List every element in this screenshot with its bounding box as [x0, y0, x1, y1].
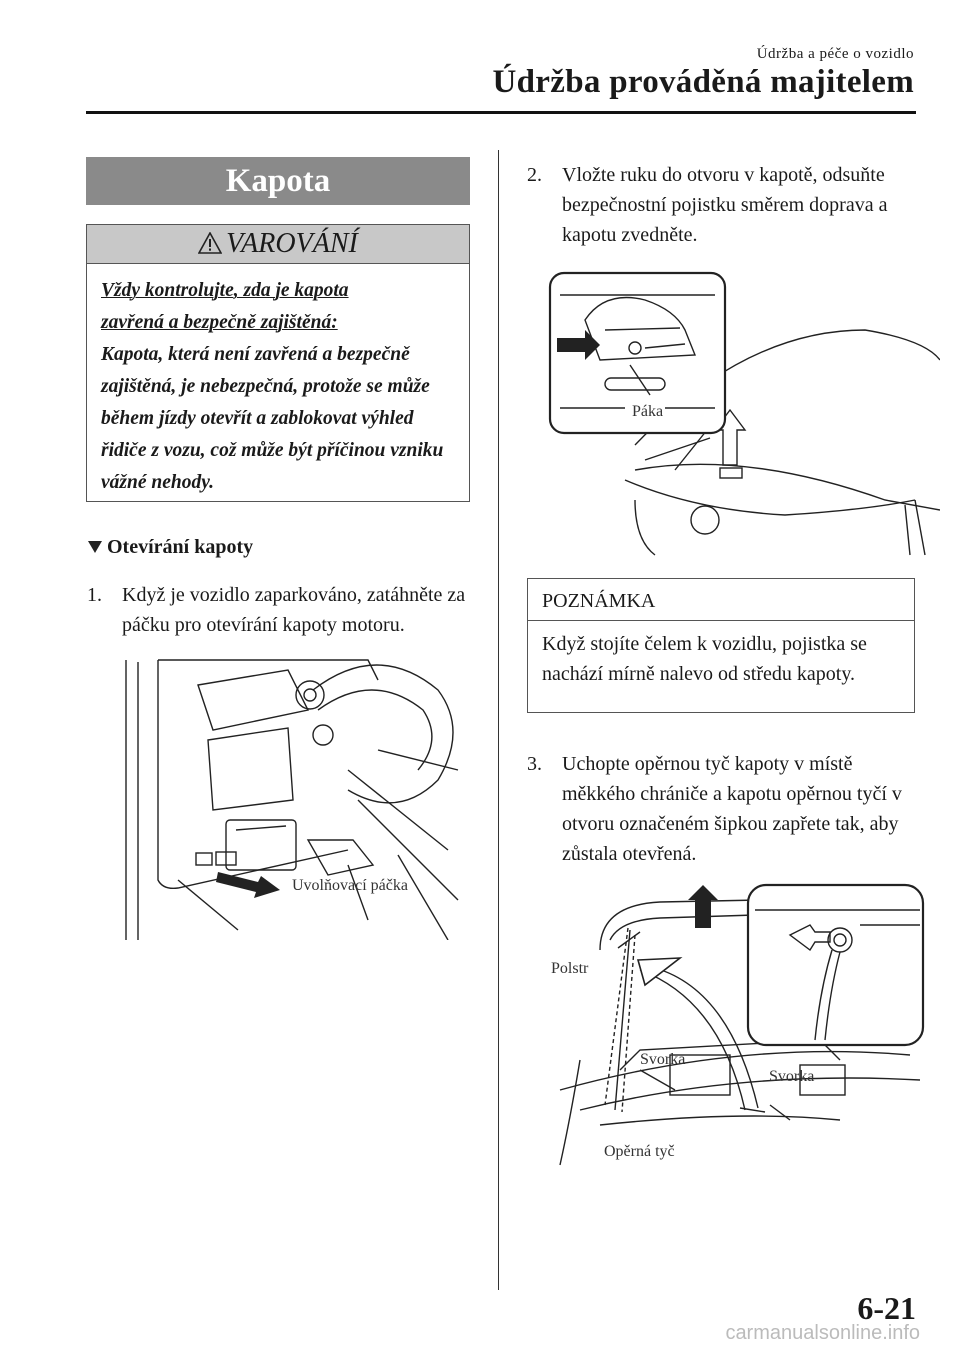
label-clip-2: Svorka — [769, 1068, 815, 1085]
warning-triangle-icon — [198, 232, 222, 254]
running-header-small: Údržba a péče o vozidlo — [756, 46, 914, 62]
step-text: Uchopte opěrnou tyč kapoty v místě měkkého chrániče a kapotu opěrnou tyčí v otvoru označeném šipkou zapřete tak, aby zůstala otevřená. — [562, 753, 902, 865]
warning-body: Kapota, která není zavřená a bezpečně zajištěná, je nebezpečná, protože se může během jízdy otevřít a zablokovat výhled řidiče z vozu, což může být příčinou vzniku vážné nehody. — [101, 344, 444, 493]
note-box — [527, 578, 915, 713]
warning-line2: zavřená a bezpečně zajištěná: — [101, 312, 338, 333]
note-text: Když stojíte čelem k vozidlu, pojistka se nachází mírně nalevo od středu kapoty. — [542, 633, 867, 685]
label-clip-1: Svorka — [640, 1051, 686, 1068]
label-lever: Páka — [632, 403, 664, 420]
step-number: 2. — [527, 164, 542, 186]
hood-release-illustration — [118, 650, 468, 940]
running-header-title: Údržba prováděná majitelem — [492, 64, 914, 100]
hood-latch-illustration — [545, 270, 940, 560]
header-rule — [86, 111, 916, 114]
warning-heading-text: VAROVÁNÍ — [226, 228, 358, 259]
column-divider — [498, 150, 499, 1290]
step-number: 1. — [87, 584, 102, 606]
warning-box — [86, 224, 470, 502]
step-text: Vložte ruku do otvoru v kapotě, odsuňte bezpečnostní pojistku směrem doprava a kapotu zvedněte. — [562, 164, 888, 246]
page-number: 6-21 — [857, 1290, 916, 1326]
step-3 — [527, 749, 917, 869]
warning-line1: Vždy kontrolujte, zda je kapota — [101, 280, 349, 301]
subheading — [87, 536, 253, 559]
warning-heading — [87, 225, 469, 264]
support-rod-illustration — [540, 880, 940, 1170]
step-text: Když je vozidlo zaparkováno, zatáhněte za páčku pro otevírání kapoty motoru. — [122, 584, 466, 636]
note-heading: POZNÁMKA — [528, 579, 914, 621]
label-pad: Polstr — [551, 960, 589, 977]
step-1 — [87, 580, 482, 640]
step-number: 3. — [527, 753, 542, 775]
label-support-rod: Opěrná tyč — [604, 1143, 675, 1160]
watermark: carmanualsonline.info — [725, 1322, 920, 1344]
label-release-lever: Uvolňovací páčka — [292, 877, 408, 894]
warning-text — [101, 275, 459, 499]
step-2 — [527, 160, 917, 250]
subheading-text: Otevírání kapoty — [107, 536, 254, 558]
section-title: Kapota — [86, 157, 470, 205]
down-triangle-icon — [87, 540, 103, 554]
